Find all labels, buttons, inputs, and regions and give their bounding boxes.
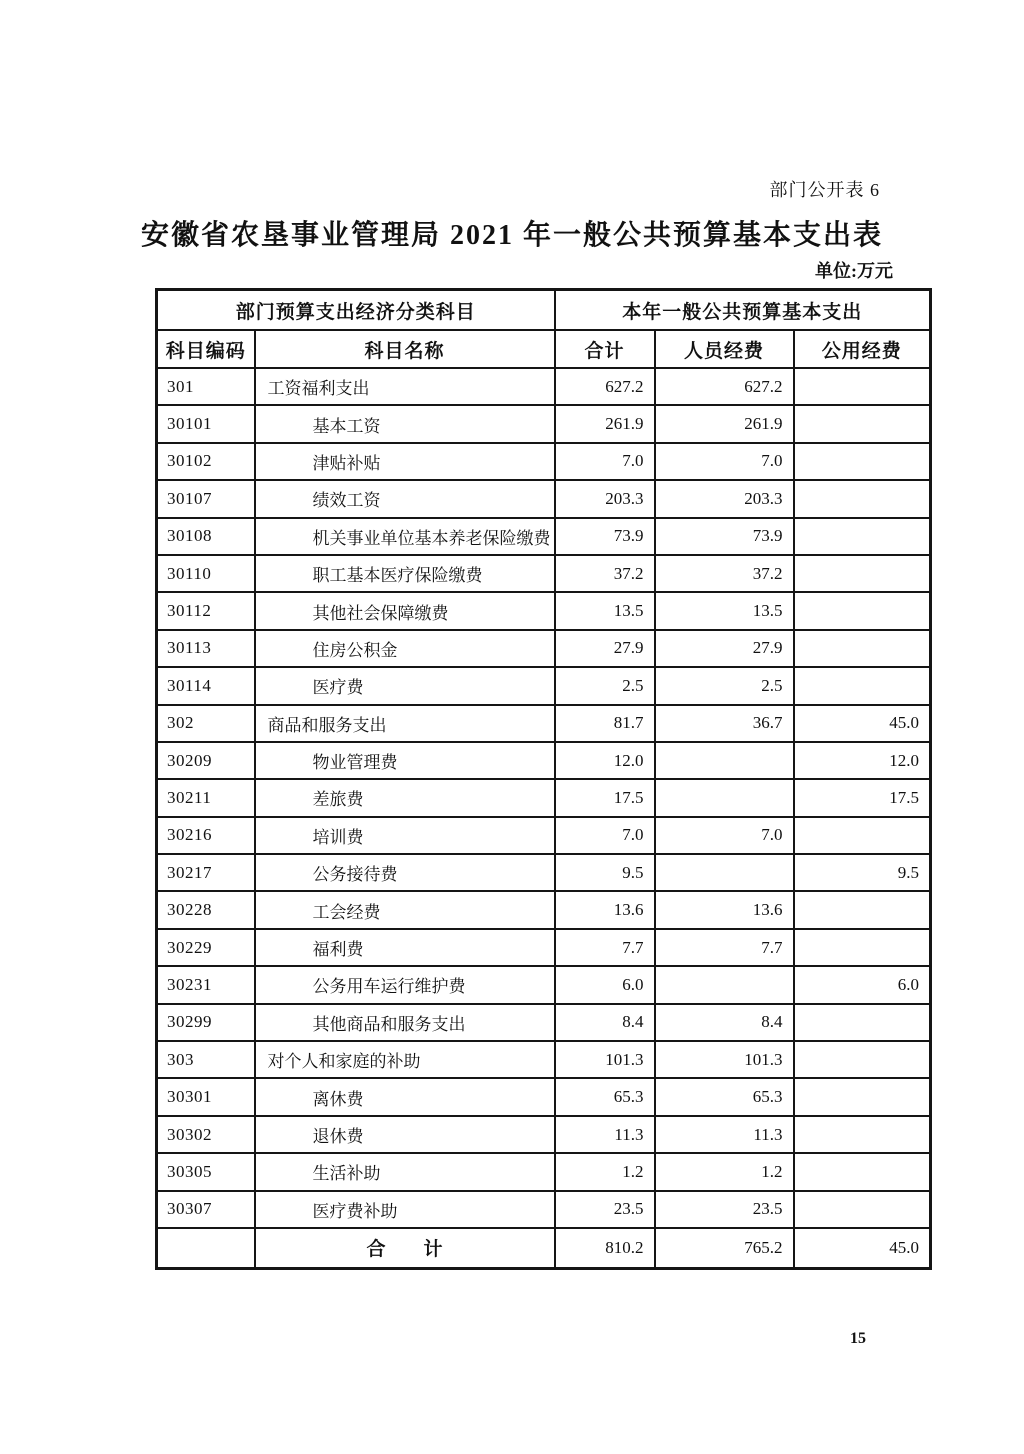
personnel-value: 203.3 [655, 480, 794, 517]
subject-name: 商品和服务支出 [255, 705, 555, 742]
subject-name: 公务用车运行维护费 [255, 966, 555, 1003]
subject-name: 职工基本医疗保险缴费 [255, 555, 555, 592]
table-row [157, 480, 931, 517]
total-value: 65.3 [555, 1078, 655, 1115]
public-value [794, 1078, 931, 1115]
personnel-value: 8.4 [655, 1004, 794, 1041]
personnel-value: 101.3 [655, 1041, 794, 1078]
page-number: 15 [850, 1330, 866, 1347]
personnel-value: 13.5 [655, 592, 794, 629]
public-value [794, 480, 931, 517]
public-value [794, 1004, 931, 1041]
total-value: 13.5 [555, 592, 655, 629]
table-row [157, 592, 931, 629]
total-value: 7.0 [555, 443, 655, 480]
table-row [157, 555, 931, 592]
personnel-value: 2.5 [655, 667, 794, 704]
table-row [157, 817, 931, 854]
total-value: 11.3 [555, 1116, 655, 1153]
subject-code: 30231 [157, 966, 255, 1003]
subject-code: 30301 [157, 1078, 255, 1115]
public-value [794, 1041, 931, 1078]
subject-name: 差旅费 [255, 779, 555, 816]
subject-name: 医疗费 [255, 667, 555, 704]
subject-name: 其他社会保障缴费 [255, 592, 555, 629]
table-row [157, 854, 931, 891]
total-value: 2.5 [555, 667, 655, 704]
personnel-value: 73.9 [655, 518, 794, 555]
public-value: 9.5 [794, 854, 931, 891]
total-value: 6.0 [555, 966, 655, 1003]
subject-name: 住房公积金 [255, 630, 555, 667]
table-row [157, 1041, 931, 1078]
subject-code: 30216 [157, 817, 255, 854]
table-row [157, 779, 931, 816]
table-row [157, 742, 931, 779]
table-row [157, 1153, 931, 1190]
column-header-public: 公用经费 [794, 330, 931, 368]
table-header [157, 290, 931, 369]
total-value: 101.3 [555, 1041, 655, 1078]
total-value: 12.0 [555, 742, 655, 779]
column-header-code: 科目编码 [157, 330, 255, 368]
total-value: 261.9 [555, 405, 655, 442]
subject-code: 30110 [157, 555, 255, 592]
total-row-total: 810.2 [555, 1228, 655, 1269]
table-row [157, 368, 931, 405]
public-value [794, 817, 931, 854]
subject-name: 津贴补贴 [255, 443, 555, 480]
table-total-band [157, 1228, 931, 1269]
subject-code: 30112 [157, 592, 255, 629]
personnel-value: 261.9 [655, 405, 794, 442]
public-value [794, 405, 931, 442]
personnel-value [655, 854, 794, 891]
subject-name: 公务接待费 [255, 854, 555, 891]
total-value: 7.0 [555, 817, 655, 854]
public-value [794, 929, 931, 966]
table-row [157, 1078, 931, 1115]
table-row [157, 705, 931, 742]
table-row [157, 443, 931, 480]
table-row [157, 1004, 931, 1041]
subject-code: 30113 [157, 630, 255, 667]
total-value: 37.2 [555, 555, 655, 592]
personnel-value: 7.7 [655, 929, 794, 966]
column-header-total: 合计 [555, 330, 655, 368]
subject-code: 303 [157, 1041, 255, 1078]
personnel-value: 65.3 [655, 1078, 794, 1115]
personnel-value: 7.0 [655, 443, 794, 480]
public-value [794, 630, 931, 667]
total-value: 203.3 [555, 480, 655, 517]
subject-code: 302 [157, 705, 255, 742]
total-row-personnel: 765.2 [655, 1228, 794, 1269]
subject-code: 30102 [157, 443, 255, 480]
total-value: 73.9 [555, 518, 655, 555]
column-header-personnel: 人员经费 [655, 330, 794, 368]
personnel-value: 27.9 [655, 630, 794, 667]
table-row [157, 630, 931, 667]
total-value: 7.7 [555, 929, 655, 966]
group-header-subject: 部门预算支出经济分类科目 [157, 290, 555, 331]
subject-name: 基本工资 [255, 405, 555, 442]
total-row-label: 合 计 [255, 1228, 555, 1269]
subject-code: 30229 [157, 929, 255, 966]
total-value: 81.7 [555, 705, 655, 742]
table-row [157, 929, 931, 966]
total-row-public: 45.0 [794, 1228, 931, 1269]
public-value: 12.0 [794, 742, 931, 779]
personnel-value [655, 779, 794, 816]
table-row [157, 1116, 931, 1153]
doc-label: 部门公开表 6 [769, 180, 880, 200]
public-value [794, 443, 931, 480]
subject-code: 30209 [157, 742, 255, 779]
subject-code: 30107 [157, 480, 255, 517]
subject-code: 30114 [157, 667, 255, 704]
subject-name: 医疗费补助 [255, 1191, 555, 1228]
column-header-name: 科目名称 [255, 330, 555, 368]
subject-code: 30108 [157, 518, 255, 555]
total-row-code [157, 1228, 255, 1269]
public-value [794, 518, 931, 555]
total-value: 27.9 [555, 630, 655, 667]
subject-code: 30101 [157, 405, 255, 442]
public-value: 17.5 [794, 779, 931, 816]
table-body [157, 368, 931, 1228]
subject-name: 绩效工资 [255, 480, 555, 517]
personnel-value: 23.5 [655, 1191, 794, 1228]
subject-name: 退休费 [255, 1116, 555, 1153]
total-row [157, 1228, 931, 1269]
public-value [794, 555, 931, 592]
subject-name: 物业管理费 [255, 742, 555, 779]
personnel-value: 1.2 [655, 1153, 794, 1190]
subject-code: 30228 [157, 891, 255, 928]
total-value: 8.4 [555, 1004, 655, 1041]
personnel-value: 13.6 [655, 891, 794, 928]
public-value [794, 592, 931, 629]
table-row [157, 891, 931, 928]
public-value [794, 1153, 931, 1190]
subject-name: 生活补助 [255, 1153, 555, 1190]
subject-code: 30211 [157, 779, 255, 816]
public-value: 6.0 [794, 966, 931, 1003]
subject-name: 福利费 [255, 929, 555, 966]
public-value [794, 1116, 931, 1153]
subject-code: 30217 [157, 854, 255, 891]
group-header-row [157, 290, 931, 331]
total-value: 17.5 [555, 779, 655, 816]
table-row [157, 518, 931, 555]
subject-name: 离休费 [255, 1078, 555, 1115]
column-header-row [157, 330, 931, 368]
subject-code: 30299 [157, 1004, 255, 1041]
unit-label: 单位:万元 [815, 261, 893, 281]
subject-name: 其他商品和服务支出 [255, 1004, 555, 1041]
table-row [157, 966, 931, 1003]
public-value [794, 1191, 931, 1228]
total-value: 1.2 [555, 1153, 655, 1190]
subject-code: 30305 [157, 1153, 255, 1190]
budget-table [155, 288, 932, 1270]
personnel-value: 36.7 [655, 705, 794, 742]
public-value [794, 667, 931, 704]
subject-name: 工会经费 [255, 891, 555, 928]
table-row [157, 667, 931, 704]
personnel-value: 7.0 [655, 817, 794, 854]
personnel-value [655, 966, 794, 1003]
total-value: 23.5 [555, 1191, 655, 1228]
public-value [794, 891, 931, 928]
group-header-budget: 本年一般公共预算基本支出 [555, 290, 931, 331]
public-value [794, 368, 931, 405]
total-value: 13.6 [555, 891, 655, 928]
table-row [157, 1191, 931, 1228]
subject-code: 30302 [157, 1116, 255, 1153]
subject-code: 301 [157, 368, 255, 405]
subject-code: 30307 [157, 1191, 255, 1228]
personnel-value: 11.3 [655, 1116, 794, 1153]
subject-name: 对个人和家庭的补助 [255, 1041, 555, 1078]
public-value: 45.0 [794, 705, 931, 742]
page-title: 安徽省农垦事业管理局 2021 年一般公共预算基本支出表 [140, 220, 883, 251]
total-value: 627.2 [555, 368, 655, 405]
personnel-value: 37.2 [655, 555, 794, 592]
subject-name: 培训费 [255, 817, 555, 854]
subject-name: 工资福利支出 [255, 368, 555, 405]
subject-name: 机关事业单位基本养老保险缴费 [255, 518, 555, 555]
table-row [157, 405, 931, 442]
personnel-value [655, 742, 794, 779]
personnel-value: 627.2 [655, 368, 794, 405]
total-value: 9.5 [555, 854, 655, 891]
